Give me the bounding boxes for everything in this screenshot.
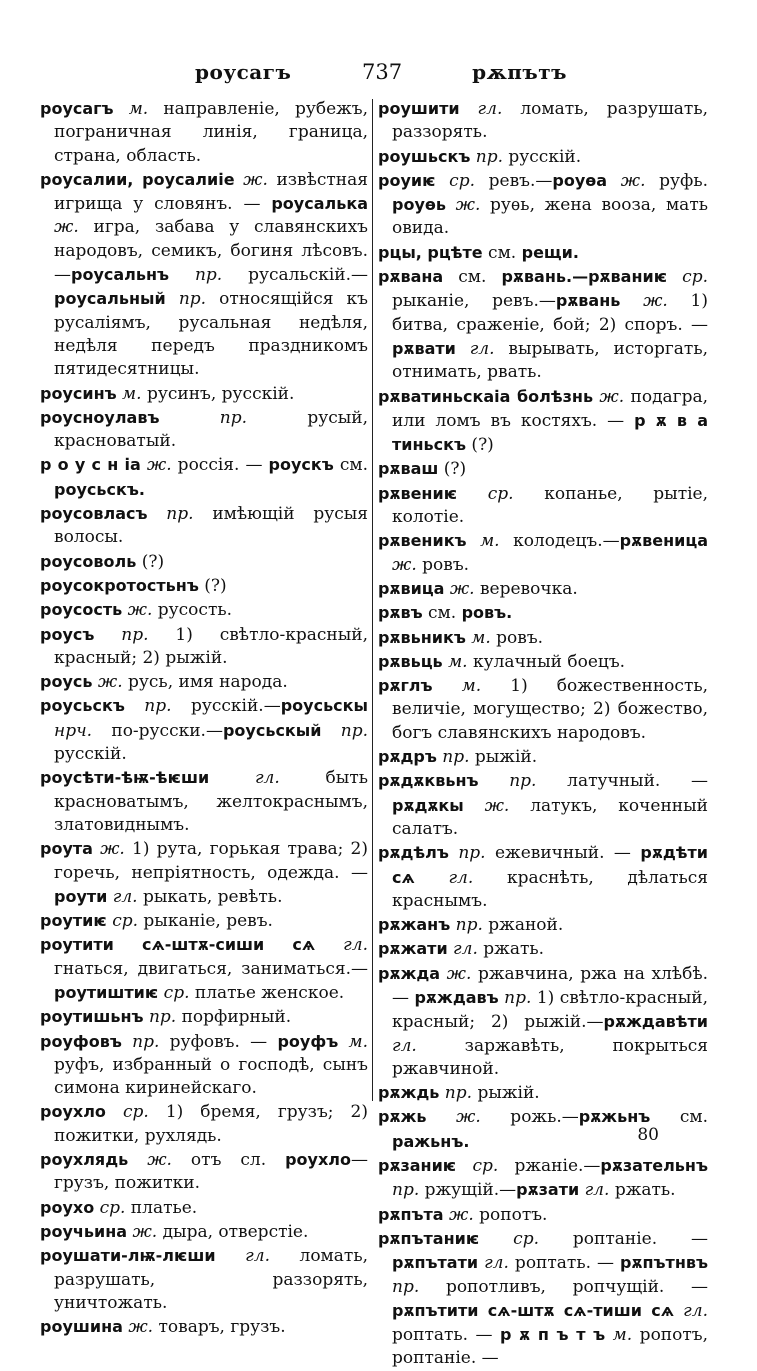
grammar-abbrev: ж. <box>122 1317 154 1338</box>
page-number: 737 <box>362 60 403 84</box>
headword: рѫвань <box>555 291 621 311</box>
headword: роухло <box>40 1102 106 1122</box>
definition-text: платье женское. <box>189 982 345 1003</box>
grammar-abbrev: ж. <box>234 169 268 190</box>
definition-text: (?) <box>198 575 227 596</box>
headword: рѫваш <box>378 459 439 479</box>
grammar-abbrev: гл. <box>674 1300 708 1321</box>
dictionary-entry <box>378 913 708 937</box>
headword: рѫждь <box>378 1083 440 1103</box>
dictionary-entry <box>40 909 368 933</box>
definition-text: русскій. <box>503 146 582 167</box>
headword: рѫжь <box>378 1107 427 1127</box>
definition-text: ревъ.— <box>475 170 553 191</box>
headword: рѫдръ <box>378 747 437 767</box>
grammar-abbrev: гл. <box>478 1253 509 1274</box>
dictionary-entry <box>40 168 368 382</box>
definition-text: ржать. <box>609 1180 676 1201</box>
definition-text: русальскій.— <box>222 265 368 286</box>
definition-text: платье. <box>125 1197 198 1218</box>
headword: рѫжьнъ <box>578 1107 651 1127</box>
dictionary-entry <box>40 837 368 909</box>
headword: р о у с н іа <box>40 455 141 475</box>
definition-text: (?) <box>438 459 467 480</box>
headword: роусьскы <box>280 696 368 716</box>
headword: роушьскъ <box>378 146 471 166</box>
definition-text: ропотъ. <box>473 1204 548 1225</box>
headword: ровъ. <box>461 603 513 623</box>
definition-text: рыканіе, ревъ. <box>138 911 273 932</box>
grammar-abbrev: пр. <box>94 624 149 645</box>
grammar-abbrev: пр. <box>478 771 537 792</box>
headword: рѫвъ <box>378 603 423 623</box>
dictionary-entry <box>378 1081 708 1105</box>
running-head <box>40 60 717 86</box>
dictionary-entry <box>378 169 708 241</box>
sheet-number: 80 <box>637 1125 659 1145</box>
definition-text: ломать, разрушать, раззорять, уничтожать. <box>54 1246 368 1313</box>
headword: роускъ <box>268 455 334 475</box>
dictionary-entry <box>378 241 708 265</box>
definition-text: рыканіе, ревъ.— <box>392 291 556 312</box>
dictionary-entry <box>378 745 708 769</box>
grammar-abbrev: м. <box>442 651 468 672</box>
grammar-abbrev: гл. <box>414 867 474 888</box>
left-column <box>40 97 369 1338</box>
headword: роухло <box>285 1150 351 1170</box>
definition-text: кулачный боецъ. <box>467 651 626 672</box>
headword: рѫждавъ <box>414 987 499 1007</box>
headword: рѫжати <box>378 939 448 959</box>
headword: роусость <box>40 600 123 620</box>
definition-text: рожь.— <box>480 1107 579 1128</box>
running-head-last-word: рѫпътъ <box>472 60 567 84</box>
dictionary-entry <box>378 1227 708 1371</box>
headword: роушати-лѭ-лѥши <box>40 1246 216 1266</box>
definition-text: ропотъ, роптаніе. — <box>392 1325 708 1369</box>
definition-text: руѳь, жена вооза, мать овида. <box>392 195 708 239</box>
dictionary-entry <box>40 1100 368 1148</box>
headword: роусальнъ <box>71 265 170 285</box>
dictionary-entry <box>40 623 368 671</box>
grammar-abbrev: пр. <box>169 265 223 286</box>
dictionary-entry <box>40 1220 368 1244</box>
grammar-abbrev: ж. <box>445 195 481 216</box>
grammar-abbrev: ж. <box>92 839 125 860</box>
definition-text: ежевичный. — <box>485 843 641 864</box>
headword: роуфовъ <box>40 1031 122 1051</box>
definition-text: см. <box>650 1107 708 1128</box>
headword: роусалии, роусалиіе <box>40 169 235 189</box>
headword: роуѳа <box>552 170 608 190</box>
grammar-abbrev: м. <box>338 1031 369 1052</box>
grammar-abbrev: ж. <box>620 291 668 312</box>
definition-text: русь, имя народа. <box>122 672 288 693</box>
dictionary-entry <box>378 937 708 961</box>
grammar-abbrev: пр. <box>143 1007 177 1028</box>
grammar-abbrev: ж. <box>463 795 510 816</box>
dictionary-entry <box>378 577 708 601</box>
column-divider <box>372 99 373 1101</box>
grammar-abbrev: гл. <box>459 99 503 119</box>
grammar-abbrev: пр. <box>321 720 369 741</box>
grammar-abbrev: ж. <box>392 554 417 575</box>
definition-text: русость. <box>152 600 233 621</box>
grammar-abbrev: м. <box>113 99 149 119</box>
grammar-abbrev: ж. <box>444 578 475 599</box>
definition-text: см. <box>333 455 368 476</box>
dictionary-entry <box>378 1203 708 1227</box>
headword: роутити сѧ-штѫ-сиши сѧ <box>40 935 316 955</box>
grammar-abbrev: пр. <box>147 504 194 525</box>
dictionary-entry <box>40 694 368 766</box>
grammar-abbrev: м. <box>466 531 500 552</box>
grammar-abbrev: м. <box>465 627 491 648</box>
grammar-abbrev: пр. <box>450 915 483 936</box>
grammar-abbrev: пр. <box>392 1276 420 1297</box>
definition-text: 1) свѣтло-красный, красный; 2) рыжій.— <box>392 987 709 1033</box>
definition-text: русскій.— <box>171 696 281 717</box>
headword: роухлядь <box>40 1150 129 1170</box>
headword: роусъ <box>40 624 95 644</box>
grammar-abbrev: ж. <box>122 600 153 621</box>
definition-text: гнаться, двигаться, заниматься.— <box>54 958 368 979</box>
headword: рѫзательнъ <box>600 1156 708 1176</box>
headword: рѫвениѥ <box>378 483 458 503</box>
definition-text: отъ сл. <box>171 1150 286 1171</box>
dictionary-entry <box>378 650 708 674</box>
headword: роусокротостьнъ <box>40 575 199 595</box>
headword: роуфъ <box>277 1031 339 1051</box>
headword: роутиѥ <box>40 911 107 931</box>
definition-text: см. <box>482 242 522 263</box>
grammar-abbrev: ж. <box>128 1150 172 1171</box>
dictionary-entry <box>40 933 368 1005</box>
definition-text: имѣющій русыя волосы. <box>54 504 368 548</box>
grammar-abbrev: ср. <box>479 1228 539 1249</box>
headword: роушити <box>378 99 460 118</box>
grammar-abbrev: ср. <box>435 170 475 191</box>
grammar-abbrev: пр. <box>439 1083 473 1104</box>
headword: рцы, рцѣте <box>378 242 483 262</box>
definition-text: извѣстная игрища у словянъ. — <box>54 169 368 215</box>
grammar-abbrev: пр. <box>498 987 532 1008</box>
definition-text: латучный. — <box>536 771 709 792</box>
definition-text: ржаной. <box>482 915 564 936</box>
headword: роусовласъ <box>40 504 148 524</box>
grammar-abbrev: ж. <box>54 217 79 238</box>
headword: рѫдѫкы <box>392 795 464 815</box>
headword: рѫпътити сѧ-штѫ сѧ-тиши сѧ <box>392 1300 675 1320</box>
dictionary-entry <box>378 841 708 913</box>
grammar-abbrev: пр. <box>436 747 470 768</box>
definition-text: см. <box>422 603 462 624</box>
definition-text: латукъ, коченный салатъ. <box>392 795 708 839</box>
grammar-abbrev: гл. <box>107 886 138 907</box>
dictionary-entry <box>378 962 708 1081</box>
definition-text: вырывать, исторгать, отнимать, рвать. <box>392 338 708 383</box>
definition-text: веревочка. <box>474 578 578 599</box>
headword: роусѣти-ѣѭ-ѣѥши <box>40 768 210 788</box>
definition-text: 1) божественность, величіе, могущество; 2) божество, богъ славянскихъ народовъ. <box>392 676 709 743</box>
headword: роусальный <box>54 289 166 309</box>
grammar-abbrev: гл. <box>209 768 280 789</box>
grammar-abbrev: ж. <box>607 170 646 191</box>
dictionary-entry <box>40 1315 368 1339</box>
grammar-abbrev: нрч. <box>54 720 93 741</box>
definition-text: ржать. <box>477 939 545 960</box>
headword: роучьина <box>40 1221 128 1241</box>
definition-text: ровъ. <box>416 554 470 575</box>
grammar-abbrev: пр. <box>470 146 503 167</box>
headword: рѫвеникъ <box>378 531 467 551</box>
headword: рѫдѫквьнъ <box>378 771 479 791</box>
dictionary-entry <box>40 406 368 454</box>
definition-text: руфъ, избранный о господѣ, сынъ симона киринейскаго. <box>54 1054 368 1099</box>
grammar-abbrev: гл. <box>579 1180 610 1201</box>
definition-text: 1) битва, сраженіе, бой; 2) споръ. — <box>392 291 708 335</box>
grammar-abbrev: ср. <box>106 911 139 932</box>
headword: роуѳь <box>392 195 446 215</box>
definition-text: руфь. <box>645 170 708 191</box>
definition-text: относящійся къ русаліямъ, русальная недѣля, недѣля передъ праздникомъ пятидесятницы. <box>54 289 368 380</box>
grammar-abbrev: ср. <box>94 1197 126 1218</box>
grammar-abbrev: гл. <box>315 935 368 956</box>
headword: ражьнъ. <box>392 1131 470 1151</box>
dictionary-entry <box>40 1244 368 1315</box>
headword: роусагъ <box>40 99 114 118</box>
grammar-abbrev: м. <box>116 383 142 404</box>
grammar-abbrev: ж. <box>92 672 123 693</box>
headword: рѫжанъ <box>378 915 451 935</box>
headword: роусь <box>40 672 93 692</box>
dictionary-entry <box>378 769 708 841</box>
definition-text: дыра, отверстіе. <box>157 1221 309 1242</box>
headword: рѫватиньскаіа болѣзнь <box>378 386 594 406</box>
definition-text: по-русски.— <box>92 720 223 741</box>
grammar-abbrev: ж. <box>426 1107 481 1128</box>
definition-text: колодецъ.— <box>499 531 620 552</box>
definition-text: русинъ, русскій. <box>141 383 295 404</box>
headword: роусьскъ <box>40 696 125 716</box>
definition-text: русскій. <box>54 744 127 765</box>
headword: роуиѥ <box>378 170 436 190</box>
definition-text: (?) <box>466 435 494 456</box>
grammar-abbrev: гл. <box>447 939 478 960</box>
definition-text: 1) свѣтло-красный, красный; 2) рыжій. <box>54 624 369 668</box>
headword: рѫзати <box>516 1180 580 1200</box>
grammar-abbrev: м. <box>432 676 482 697</box>
headword: роути <box>54 886 108 906</box>
grammar-abbrev: пр. <box>124 696 172 717</box>
definition-text: заржавѣть, покрыться ржавчиной. <box>392 1035 708 1079</box>
definition-text: порфирный. <box>176 1007 292 1028</box>
definition-text: россія. — <box>171 455 269 476</box>
definition-text: рыжій. <box>469 747 538 768</box>
grammar-abbrev: ж. <box>140 455 172 476</box>
grammar-abbrev: ср. <box>158 982 190 1003</box>
headword: рѫждавѣти <box>603 1012 708 1032</box>
grammar-abbrev: м. <box>605 1325 633 1346</box>
definition-text: краснѣть, дѣлаться краснымъ. <box>392 867 708 911</box>
headword: роусинъ <box>40 383 117 403</box>
dictionary-entry <box>378 97 708 145</box>
definition-text: ломать, разрушать, раззорять. <box>392 99 708 143</box>
dictionary-entry <box>378 529 708 577</box>
definition-text: см. <box>443 267 502 288</box>
grammar-abbrev: ср. <box>456 1156 499 1177</box>
dictionary-entry <box>40 574 368 598</box>
definition-text: ровъ. <box>490 627 544 648</box>
headword: роухо <box>40 1197 95 1217</box>
headword: рѫдѣти сѧ <box>392 843 708 887</box>
headword: роусоволь <box>40 551 137 571</box>
grammar-abbrev: ж. <box>593 386 625 407</box>
grammar-abbrev: пр. <box>392 1180 420 1201</box>
definition-text: ржущій.— <box>419 1180 517 1201</box>
dictionary-entry <box>40 453 368 502</box>
definition-text: рыжій. <box>472 1083 540 1104</box>
headword: рещи. <box>521 242 579 262</box>
grammar-abbrev: пр. <box>448 843 486 864</box>
definition-text: товаръ, грузъ. <box>153 1317 286 1338</box>
headword: роута <box>40 839 93 859</box>
definition-text: русый, красноватый. <box>54 407 368 452</box>
definition-text: (?) <box>136 551 165 572</box>
grammar-abbrev: гл. <box>455 338 495 359</box>
dictionary-entry <box>378 1154 708 1203</box>
dictionary-entry <box>40 502 368 550</box>
headword: рѫвьць <box>378 651 443 671</box>
dictionary-entry <box>378 674 708 745</box>
dictionary-entry <box>40 766 368 837</box>
headword: р ѫ п ъ т ъ <box>500 1325 606 1345</box>
dictionary-entry <box>40 550 368 574</box>
headword: роусалька <box>271 194 368 214</box>
headword: рѫжда <box>378 963 441 983</box>
definition-text: игра, забава у славянскихъ народовъ, семикъ, богиня лѣсовъ.— <box>54 217 368 286</box>
dictionary-entry <box>378 601 708 625</box>
headword: рѫглъ <box>378 676 433 696</box>
headword: рѫвеница <box>619 531 708 551</box>
definition-text: 1) бремя, грузъ; 2) пожитки, рухлядь. <box>54 1102 368 1146</box>
headword: роусноулавъ <box>40 407 160 427</box>
grammar-abbrev: пр. <box>121 1031 160 1052</box>
grammar-abbrev: ср. <box>667 267 708 288</box>
headword: рѫвань.—рѫваниѥ <box>501 267 668 287</box>
dictionary-entry <box>40 382 368 406</box>
headword: роушина <box>40 1317 123 1337</box>
definition-text: роптаніе. — <box>539 1228 708 1249</box>
running-head-first-word: роусагъ <box>195 60 292 84</box>
headword: рѫзаниѥ <box>378 1156 457 1176</box>
grammar-abbrev: ср. <box>105 1102 149 1123</box>
headword: рѫпътати <box>392 1253 479 1273</box>
headword: роусьскый <box>222 720 322 740</box>
headword: рѫпътнвъ <box>620 1253 709 1273</box>
definition-text: копанье, рытіе, колотіе. <box>392 483 708 528</box>
definition-text: 1) рута, горькая трава; 2) горечь, непріятность, одежда. — <box>54 839 368 883</box>
headword: р ѫ в а тиньскъ <box>392 410 708 455</box>
grammar-abbrev: ж. <box>127 1221 158 1242</box>
headword: рѫдѣлъ <box>378 843 449 863</box>
definition-text: быть красноватымъ, желтокраснымъ, златовиднымъ. <box>54 768 368 835</box>
definition-text: рыкать, ревѣть. <box>137 886 283 907</box>
definition-text: ржаніе.— <box>498 1156 601 1177</box>
headword: рѫпътаниѥ <box>378 1228 480 1248</box>
definition-text: ропотливъ, ропчущій. — <box>419 1276 708 1297</box>
grammar-abbrev: ср. <box>457 483 514 504</box>
headword: рѫпъта <box>378 1204 444 1224</box>
dictionary-entry <box>40 598 368 622</box>
dictionary-entry <box>40 1005 368 1029</box>
grammar-abbrev: гл. <box>215 1246 270 1267</box>
grammar-abbrev: ж. <box>443 1204 474 1225</box>
dictionary-entry <box>378 145 708 169</box>
dictionary-entry <box>378 265 708 384</box>
grammar-abbrev: ж. <box>440 963 472 984</box>
dictionary-entry <box>40 97 368 168</box>
definition-text: руфовъ. — <box>159 1031 278 1052</box>
definition-text: направленіе, рубежъ, пограничная линія, граница, страна, область. <box>54 99 369 166</box>
grammar-abbrev: пр. <box>159 407 248 428</box>
dictionary-entry <box>40 1030 368 1101</box>
dictionary-entry <box>378 385 708 458</box>
definition-text: роптать. — <box>508 1253 621 1274</box>
dictionary-entry <box>378 482 708 530</box>
dictionary-entry <box>40 670 368 694</box>
definition-text: роптать. — <box>392 1325 501 1346</box>
dictionary-entry <box>40 1196 368 1220</box>
headword: рѫвьникъ <box>378 627 466 647</box>
definition-text: —грузъ, пожитки. <box>54 1150 368 1194</box>
headword: рѫвана <box>378 267 444 287</box>
headword: рѫвица <box>378 578 445 598</box>
definition-text: ржавчина, ржа на хлѣбѣ. — <box>392 963 709 1008</box>
headword: рѫвати <box>392 338 456 358</box>
grammar-abbrev: гл. <box>392 1035 417 1056</box>
headword: роутишьнъ <box>40 1007 144 1027</box>
dictionary-entry <box>378 626 708 650</box>
definition-text: подагра, или ломъ въ костяхъ. — <box>392 386 708 431</box>
grammar-abbrev: пр. <box>165 289 207 310</box>
dictionary-entry <box>378 457 708 481</box>
dictionary-entry <box>40 1148 368 1196</box>
headword: роусьскъ. <box>54 479 145 499</box>
headword: роутиштиѥ <box>54 982 159 1002</box>
